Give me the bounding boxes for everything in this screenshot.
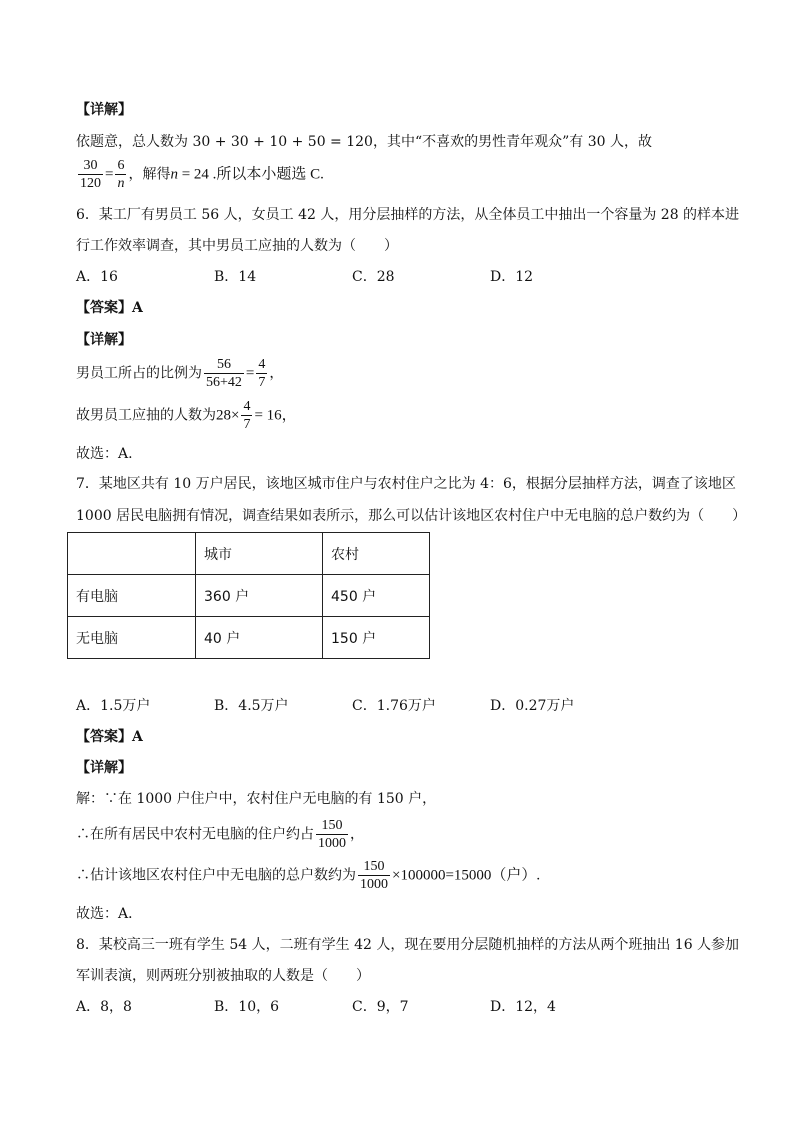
option-b: B．14 bbox=[214, 269, 257, 285]
detail-line: 依题意，总人数为 30 + 30 + 10 + 50 = 120，其中“不喜欢的男性青年观众”有 30 人，故 bbox=[76, 134, 652, 150]
fraction: $\frac{4}{7}$ bbox=[243, 399, 251, 432]
detail-line: 故选：A． bbox=[76, 906, 143, 922]
option-a: A．8，8 bbox=[76, 999, 132, 1015]
table-cell: 农村 bbox=[323, 533, 430, 575]
option-d: D．12 bbox=[490, 269, 534, 285]
option-a: A．1.5万户 bbox=[76, 698, 151, 714]
detail-line: 解：∵在 1000 户住户中，农村住户无电脑的有 150 户， bbox=[76, 791, 437, 807]
option-d: D．12，4 bbox=[490, 999, 556, 1015]
fraction: $\frac{56}{56+42}$ bbox=[206, 357, 242, 390]
fraction: $\frac{150}{1000}$ bbox=[360, 859, 388, 892]
detail-formula-line: 故男员工应抽的人数为28× $\frac{4}{7}$ = 16， bbox=[76, 399, 297, 432]
fraction: $\frac{6}{n}$ bbox=[117, 158, 125, 191]
question-8-line-2: 军训表演，则两班分别被抽取的人数是（ ） bbox=[76, 968, 370, 984]
table-cell: 40 户 bbox=[196, 617, 323, 659]
detail-formula-line: $\frac{30}{120}$ = $\frac{6}{n}$ ，解得n = 24 .所以本小题选 C. bbox=[80, 158, 324, 191]
question-7-line-1: 7．某地区共有 10 万户居民，该地区城市住户与农村住户之比为 4：6，根据分层抽样方法，调查了该地区 bbox=[76, 476, 736, 492]
answer-label: 【答案】A bbox=[76, 729, 143, 745]
table-cell: 有电脑 bbox=[68, 575, 196, 617]
detail-formula-line: 男员工所占的比例为 $\frac{56}{56+42}$ = $\frac{4}{7}$ ， bbox=[76, 357, 284, 390]
table-cell: 360 户 bbox=[196, 575, 323, 617]
detail-formula-line: ∴估计该地区农村住户中无电脑的总户数约为 $\frac{150}{1000}$ ×100000=15000（户）. bbox=[76, 859, 541, 892]
table-header-row bbox=[68, 533, 430, 575]
fraction: $\frac{4}{7}$ bbox=[258, 357, 266, 390]
answer-label: 【答案】A bbox=[76, 300, 143, 316]
option-a: A．16 bbox=[76, 269, 118, 285]
detail-formula-line: ∴在所有居民中农村无电脑的住户约占 $\frac{150}{1000}$ ， bbox=[76, 818, 364, 851]
table-cell: 城市 bbox=[196, 533, 323, 575]
table-cell: 150 户 bbox=[323, 617, 430, 659]
question-8-line-1: 8．某校高三一班有学生 54 人，二班有学生 42 人，现在要用分层随机抽样的方法从两个班抽出 16 人参加 bbox=[76, 937, 740, 953]
detail-line: 故选：A. bbox=[76, 446, 133, 462]
question-6-line-1: 6．某工厂有男员工 56 人，女员工 42 人，用分层抽样的方法，从全体员工中抽出一个容量为 28 的样本进 bbox=[76, 207, 740, 223]
question-7-line-2: 1000 居民电脑拥有情况，调查结果如表所示，那么可以估计该地区农村住户中无电脑的总户数约为（ ） bbox=[76, 508, 747, 524]
fraction: $\frac{150}{1000}$ bbox=[318, 818, 346, 851]
table-cell: 无电脑 bbox=[68, 617, 196, 659]
detail-label: 【详解】 bbox=[76, 760, 132, 776]
detail-label: 【详解】 bbox=[76, 332, 132, 348]
option-b: B．4.5万户 bbox=[214, 698, 289, 714]
option-c: C．1.76万户 bbox=[352, 698, 436, 714]
option-c: C．28 bbox=[352, 269, 395, 285]
table-cell bbox=[68, 533, 196, 575]
option-b: B．10，6 bbox=[214, 999, 280, 1015]
table-row bbox=[68, 575, 430, 617]
option-c: C．9，7 bbox=[352, 999, 409, 1015]
table-cell: 450 户 bbox=[323, 575, 430, 617]
fraction: $\frac{30}{120}$ bbox=[80, 158, 101, 191]
data-table bbox=[67, 532, 430, 659]
detail-label: 【详解】 bbox=[76, 102, 132, 118]
table-row bbox=[68, 617, 430, 659]
question-6-line-2: 行工作效率调查，其中男员工应抽的人数为（ ） bbox=[76, 238, 398, 254]
option-d: D．0.27万户 bbox=[490, 698, 575, 714]
